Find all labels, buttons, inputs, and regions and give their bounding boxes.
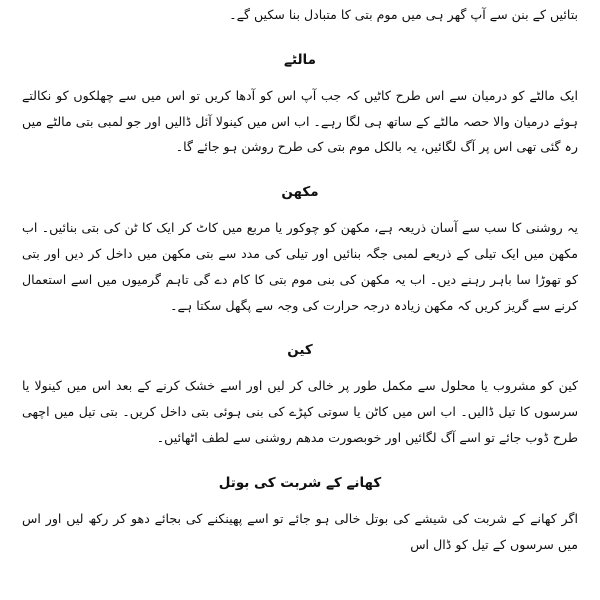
heading-malta: مالٹے (284, 51, 316, 68)
paragraph-intro-tail: بتائیں کے بنن سے آپ گھر ہی میں موم بتی کا متبادل بنا سکیں گے۔ (229, 7, 578, 22)
spacer (22, 34, 578, 47)
paragraph-kin: کین کو مشروب یا محلول سے مکمل طور پر خالی کر لیں اور اسے خشک کرنے کے بعد اس میں کینولا یا سرسوں کا تیل ڈالیں۔ اب اس میں کاٹن یا سوتی کپڑے کی بنی ہوئی بتی داخل کریں۔ بتی تیل میں اچھی طرح ڈوب جائے تو اسے آگ لگائیں اور خوبصورت مدھم روشنی سے لطف اٹھائیں۔ (22, 378, 578, 445)
heading-kin: کین (287, 342, 313, 359)
paragraph-makhan: یہ روشنی کا سب سے آسان ذریعہ ہے، مکھن کو چوکور یا مربع میں کاٹ کر ایک کا ٹن کی بتی بنائیں۔ اب مکھن میں ایک تیلی کے ذریعے لمبی جگہ بنائیں اور تیلی کی مدد سے بتی مکھن میں داخل کر دیں اور بتی کو تھوڑا سا باہر رہنے دیں۔ اب یہ مکھن کی بنی موم بتی کا کام دے گی تاہم گرمیوں میں اسے استعمال کرنے سے گریز کریں کہ مکھن زیادہ درجہ حرارت کی وجہ سے پگھل سکتا ہے۔ (22, 220, 578, 313)
spacer (22, 499, 578, 506)
heading-bottle: کھانے کے شربت کی بوتل (218, 474, 382, 491)
spacer (22, 457, 578, 470)
spacer (22, 366, 578, 373)
heading-makhan: مکھن (281, 184, 319, 201)
paragraph-bottle: اگر کھانے کے شربت کی شیشے کی بوتل خالی ہو جائے تو اسے پھینکنے کی بجائے دھو کر رکھ لیں اور اس میں سرسوں کے تیل کو ڈال اس (22, 510, 578, 552)
spacer (22, 324, 578, 337)
spacer (22, 166, 578, 179)
spacer (22, 76, 578, 83)
spacer (22, 208, 578, 215)
paragraph-malta: ایک مالٹے کو درمیان سے اس طرح کاٹیں کہ جب آپ اس کو آدھا کریں تو اس میں سے چھلکوں کو نکالتے ہوئے درمیان والا حصہ مالٹے کے ساتھ ہی لگا رہے۔ اب اس میں کینولا آئل ڈالیں اور جو لمبی بتی مالٹے میں رہ گئی تھی اس پر آگ لگائیں، یہ بالکل موم بتی کی طرح روشن ہو جائے گا۔ (22, 87, 578, 155)
